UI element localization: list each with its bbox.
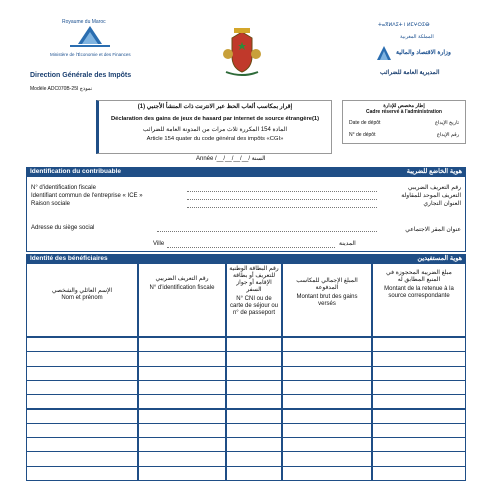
table-cell-cni[interactable] bbox=[226, 351, 282, 366]
year-field[interactable]: Année /__/__/__/__/ السنة bbox=[196, 156, 266, 162]
table-cell-if[interactable] bbox=[138, 437, 226, 452]
admin-num-fr: N° de dépôt bbox=[349, 132, 376, 138]
table-cell-montant[interactable] bbox=[282, 466, 372, 481]
field-if-input[interactable] bbox=[187, 191, 377, 192]
ministry-line1: Royaume du Maroc bbox=[62, 19, 106, 25]
field-if-ar: رقم التعريف الضريبي bbox=[408, 185, 461, 191]
table-cell-retenue[interactable] bbox=[372, 451, 466, 466]
table-cell-cni[interactable] bbox=[226, 437, 282, 452]
table-cell-if[interactable] bbox=[138, 466, 226, 481]
coat-of-arms-icon bbox=[222, 28, 262, 78]
table-cell-cni[interactable] bbox=[226, 409, 282, 424]
table-cell-retenue[interactable] bbox=[372, 394, 466, 409]
table-cell-montant[interactable] bbox=[282, 380, 372, 395]
section2-title-fr: Identité des bénéficiaires bbox=[30, 255, 108, 262]
table-cell-if[interactable] bbox=[138, 337, 226, 352]
dgi-label: Direction Générale des Impôts bbox=[30, 72, 132, 79]
field-adresse-fr: Adresse du siège social bbox=[31, 225, 95, 231]
title-arabic-article: المادة 154 المكررة ثلاث مرات من المدونة العامة للضرائب bbox=[142, 127, 288, 133]
table-cell-cni[interactable] bbox=[226, 466, 282, 481]
admin-heading-ar: إطار مخصص للإدارة bbox=[383, 103, 425, 109]
field-raison-ar: العنوان التجاري bbox=[423, 201, 461, 207]
col-header-montant bbox=[282, 263, 372, 337]
table-cell-montant[interactable] bbox=[282, 423, 372, 438]
table-cell-if[interactable] bbox=[138, 451, 226, 466]
table-cell-name[interactable] bbox=[26, 409, 138, 424]
field-raison-fr: Raison sociale bbox=[31, 201, 71, 207]
ministry-logo-left bbox=[50, 19, 131, 70]
table-cell-montant[interactable] bbox=[282, 366, 372, 381]
table-cell-name[interactable] bbox=[26, 423, 138, 438]
col-name-fr: Nom et prénom bbox=[61, 295, 103, 301]
table-cell-name[interactable] bbox=[26, 466, 138, 481]
table-cell-retenue[interactable] bbox=[372, 466, 466, 481]
section2-header bbox=[26, 254, 466, 263]
col-if-ar: رقم التعريف الضريبي bbox=[155, 276, 209, 282]
table-cell-name[interactable] bbox=[26, 437, 138, 452]
table-cell-retenue[interactable] bbox=[372, 423, 466, 438]
table-cell-montant[interactable] bbox=[282, 394, 372, 409]
table-cell-name[interactable] bbox=[26, 337, 138, 352]
right-arabic-line3: المديرية العامة للضرائب bbox=[380, 70, 440, 76]
section1-header bbox=[26, 167, 466, 176]
table-cell-if[interactable] bbox=[138, 380, 226, 395]
table-cell-montant[interactable] bbox=[282, 409, 372, 424]
table-cell-montant[interactable] bbox=[282, 437, 372, 452]
beneficiaries-table-body bbox=[26, 337, 466, 480]
field-adresse-ar: عنوان المقر الاجتماعي bbox=[405, 227, 461, 233]
table-cell-retenue[interactable] bbox=[372, 337, 466, 352]
table-cell-montant[interactable] bbox=[282, 351, 372, 366]
ville-label: Ville bbox=[153, 241, 165, 247]
col-montant-ar: المبلغ الإجمالي للمكاسب المدفوعة bbox=[296, 278, 358, 291]
table-cell-retenue[interactable] bbox=[372, 380, 466, 395]
field-ice-input[interactable] bbox=[187, 199, 377, 200]
table-cell-retenue[interactable] bbox=[372, 437, 466, 452]
section1-body bbox=[26, 176, 466, 252]
table-cell-name[interactable] bbox=[26, 394, 138, 409]
field-ice-ar: التعريف الموحد للمقاولة bbox=[401, 193, 461, 199]
admin-box bbox=[342, 100, 466, 144]
field-adresse-input[interactable] bbox=[157, 231, 377, 232]
table-cell-montant[interactable] bbox=[282, 451, 372, 466]
ministry-line2: Ministère de l'Économie et des Finances bbox=[50, 52, 131, 57]
section1-title-fr: Identification du contribuable bbox=[30, 168, 121, 175]
col-header-retenue bbox=[372, 263, 466, 337]
field-ice-fr: Identifiant commun de l'entreprise « ICE » bbox=[31, 193, 143, 199]
admin-date-fr: Date de dépôt bbox=[349, 120, 381, 126]
table-cell-name[interactable] bbox=[26, 451, 138, 466]
field-raison-input[interactable] bbox=[187, 207, 377, 208]
col-header-if bbox=[138, 263, 226, 337]
col-header-cni bbox=[226, 263, 282, 337]
right-emblem-icon bbox=[374, 44, 394, 69]
col-montant-fr: Montant brut des gains versés bbox=[296, 294, 358, 307]
admin-heading-fr: Cadre réservé à l'administration bbox=[366, 109, 442, 115]
table-cell-if[interactable] bbox=[138, 423, 226, 438]
ministry-emblem-icon bbox=[50, 22, 130, 52]
field-if-fr: N° d'identification fiscale bbox=[31, 185, 96, 191]
title-box bbox=[96, 100, 332, 154]
table-cell-name[interactable] bbox=[26, 351, 138, 366]
table-cell-if[interactable] bbox=[138, 394, 226, 409]
table-cell-retenue[interactable] bbox=[372, 366, 466, 381]
table-cell-cni[interactable] bbox=[226, 337, 282, 352]
table-cell-cni[interactable] bbox=[226, 366, 282, 381]
table-cell-cni[interactable] bbox=[226, 451, 282, 466]
table-cell-retenue[interactable] bbox=[372, 351, 466, 366]
ville-label-ar: المدينة bbox=[339, 241, 356, 247]
table-cell-if[interactable] bbox=[138, 409, 226, 424]
title-arabic: إقرار بمكاسب ألعاب الحظ عبر الانترنت ذات المنشأ الأجنبي (1) bbox=[137, 104, 293, 110]
title-french: Déclaration des gains de jeux de hasard par internet de source étrangère(1) bbox=[110, 116, 320, 122]
col-name-ar: الإسم العائلي والشخصي bbox=[51, 288, 113, 294]
ville-input[interactable] bbox=[167, 247, 335, 248]
col-header-name bbox=[26, 263, 138, 337]
table-cell-name[interactable] bbox=[26, 380, 138, 395]
tifinagh-line: ⵜⴰⴳⵍⴷⵉⵜ ⵏ ⵍⵎⵖⵔⵉⴱ bbox=[378, 22, 430, 28]
col-retenue-fr: Montant de la retenue à la source correspondante bbox=[384, 286, 454, 299]
table-cell-if[interactable] bbox=[138, 366, 226, 381]
title-french-article: Article 154 quater du code général des impôts «CGI» bbox=[146, 136, 284, 142]
section1-title-ar: هوية الخاضع للضريبة bbox=[406, 168, 462, 175]
col-retenue-ar: مبلغ الضريبة المحجوزة في المنبع المطابق له bbox=[386, 270, 452, 283]
col-if-fr: N° d'identification fiscale bbox=[149, 285, 215, 291]
table-cell-retenue[interactable] bbox=[372, 409, 466, 424]
model-label: Modèle ADC070B-25I نموذج bbox=[30, 86, 93, 92]
admin-date-ar: تاريخ الإيداع bbox=[435, 120, 459, 126]
right-arabic-line1: المملكة المغربية bbox=[400, 34, 434, 40]
table-cell-cni[interactable] bbox=[226, 394, 282, 409]
col-cni-ar: رقم البطاقة الوطنية للتعريف أو بطاقة الإقامة أو جواز السفر bbox=[229, 266, 279, 293]
col-cni-fr: N° CNI ou de carte de séjour ou n° de passeport bbox=[229, 296, 279, 316]
table-cell-cni[interactable] bbox=[226, 423, 282, 438]
table-cell-montant[interactable] bbox=[282, 337, 372, 352]
right-arabic-line2: وزارة الاقتصاد والمالية bbox=[396, 50, 451, 56]
table-cell-name[interactable] bbox=[26, 366, 138, 381]
section2-title-ar: هوية المستفيدين bbox=[417, 255, 462, 262]
table-cell-if[interactable] bbox=[138, 351, 226, 366]
table-cell-cni[interactable] bbox=[226, 380, 282, 395]
admin-num-ar: رقم الإيداع bbox=[436, 132, 459, 138]
